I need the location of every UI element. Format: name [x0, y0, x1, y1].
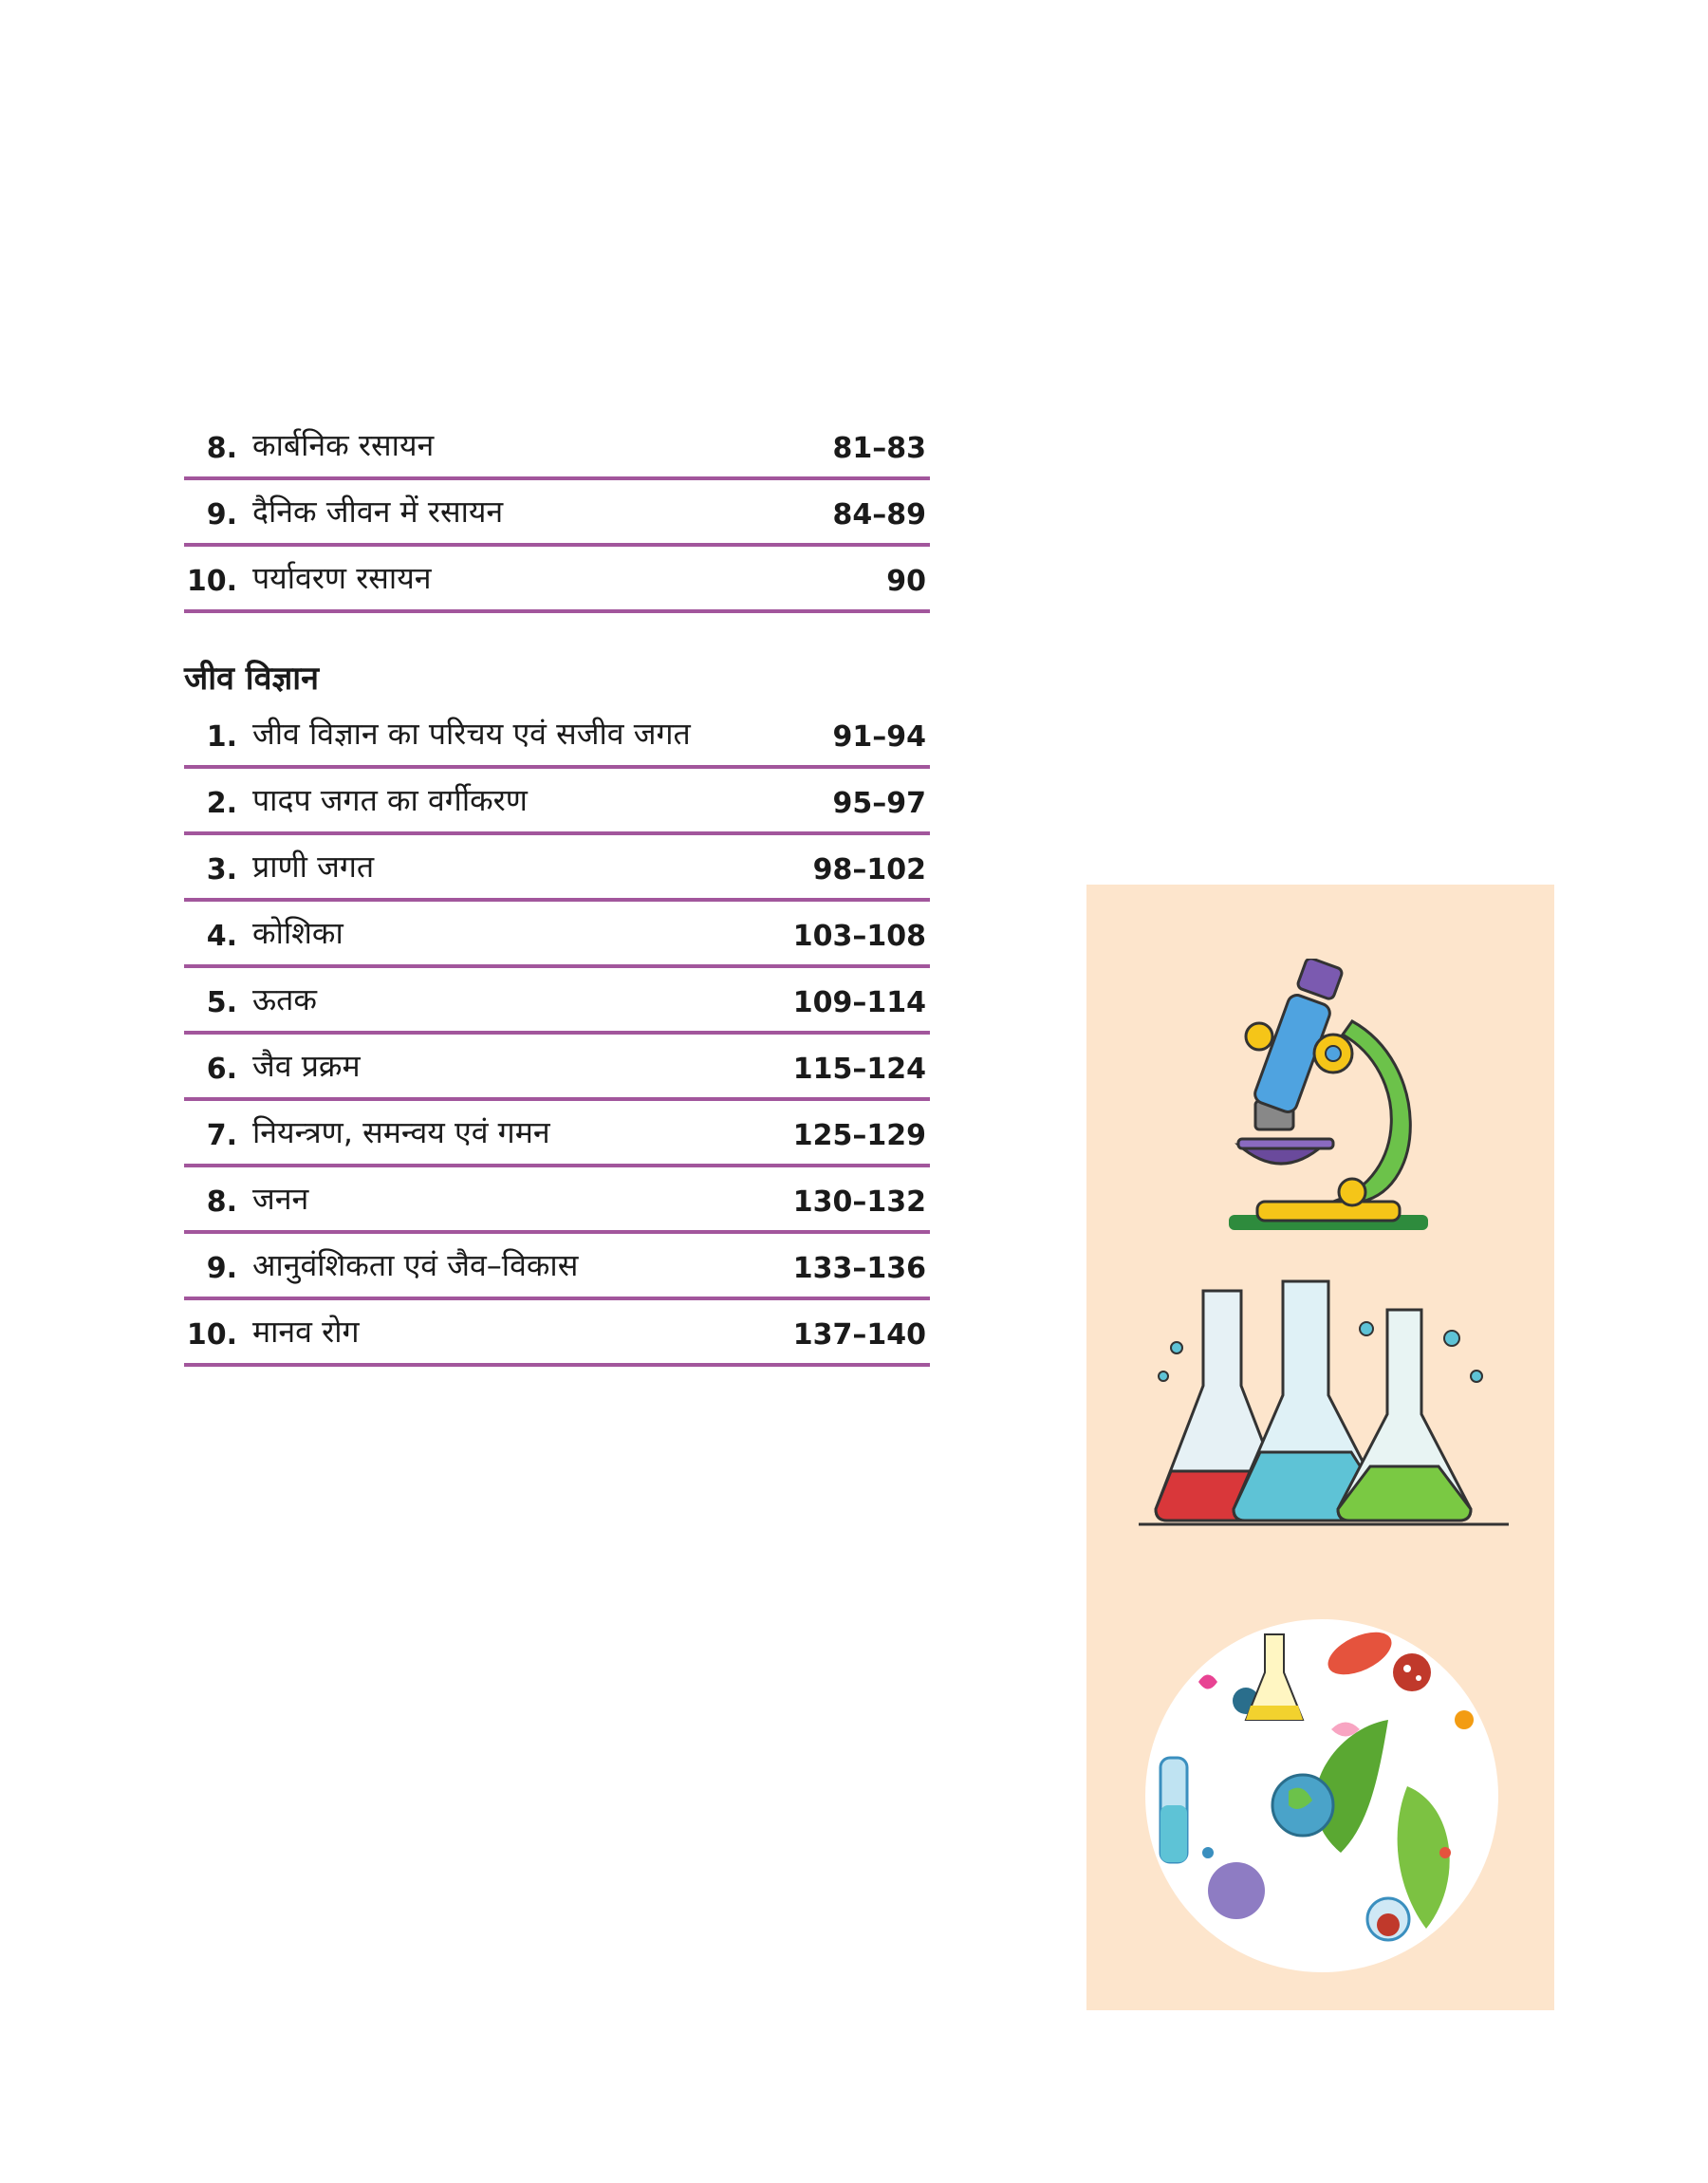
toc-entry-pages: 91–94: [832, 720, 926, 754]
lab-flasks-illustration: [1139, 1272, 1509, 1538]
toc-entry-title: कोशिका: [252, 915, 343, 951]
toc-entry-number: 3.: [206, 853, 237, 886]
toc-biology-list: [184, 702, 930, 1367]
toc-entry-title: पादप जगत का वर्गीकरण: [252, 782, 528, 818]
toc-entry-pages: 133–136: [792, 1252, 926, 1285]
toc-entry[interactable]: [184, 480, 930, 547]
toc-entry-pages: 84–89: [832, 498, 926, 532]
toc-entry[interactable]: [184, 1167, 930, 1234]
toc-entry[interactable]: [184, 902, 930, 968]
toc-entry-title: जैव प्रक्रम: [252, 1048, 361, 1084]
toc-entry[interactable]: [184, 547, 930, 613]
biology-collage-illustration: [1142, 1615, 1502, 1976]
toc-entry-pages: 130–132: [792, 1185, 926, 1219]
toc-entry-number: 8.: [206, 1185, 237, 1219]
toc-entry-number: 9.: [206, 1252, 237, 1285]
toc-entry-number: 10.: [186, 565, 237, 598]
illustration-panel: [1086, 885, 1554, 2010]
microscope-illustration: [1219, 959, 1438, 1243]
toc-entry-number: 5.: [206, 986, 237, 1019]
toc-entry[interactable]: [184, 1101, 930, 1167]
toc-entry-title: जनन: [252, 1181, 309, 1217]
toc-entry-pages: 125–129: [792, 1119, 926, 1152]
section-heading-biology: जीव विज्ञान: [184, 660, 319, 698]
toc-entry-number: 2.: [206, 787, 237, 820]
toc-entry[interactable]: [184, 1234, 930, 1300]
toc-entry-number: 4.: [206, 920, 237, 953]
toc-entry-title: ऊतक: [252, 981, 317, 1017]
toc-entry-pages: 115–124: [792, 1053, 926, 1086]
toc-entry-title: आनुवंशिकता एवं जैव–विकास: [252, 1247, 579, 1283]
toc-entry[interactable]: [184, 414, 930, 480]
toc-entry[interactable]: [184, 769, 930, 835]
toc-entry[interactable]: [184, 968, 930, 1035]
toc-chemistry-list: [184, 414, 930, 613]
toc-entry[interactable]: [184, 1300, 930, 1367]
toc-entry-number: 10.: [186, 1318, 237, 1352]
toc-entry-title: नियन्त्रण, समन्वय एवं गमन: [252, 1114, 550, 1150]
toc-entry-number: 1.: [206, 720, 237, 754]
toc-entry[interactable]: [184, 1035, 930, 1101]
toc-entry[interactable]: [184, 835, 930, 902]
toc-entry-title: जीव विज्ञान का परिचय एवं सजीव जगत: [252, 716, 691, 752]
toc-entry-number: 6.: [206, 1053, 237, 1086]
toc-entry-title: कार्बनिक रसायन: [252, 427, 435, 463]
toc-entry-pages: 95–97: [832, 787, 926, 820]
toc-entry-pages: 137–140: [792, 1318, 926, 1352]
toc-entry-pages: 98–102: [812, 853, 926, 886]
toc-entry-pages: 81–83: [832, 432, 926, 465]
toc-entry-title: पर्यावरण रसायन: [252, 560, 432, 596]
toc-entry-number: 7.: [206, 1119, 237, 1152]
toc-entry-pages: 103–108: [792, 920, 926, 953]
toc-entry-number: 8.: [206, 432, 237, 465]
toc-entry-title: प्राणी जगत: [252, 849, 375, 885]
toc-entry-pages: 109–114: [792, 986, 926, 1019]
toc-entry[interactable]: [184, 702, 930, 769]
toc-entry-number: 9.: [206, 498, 237, 532]
toc-entry-pages: 90: [886, 565, 926, 598]
toc-entry-title: दैनिक जीवन में रसायन: [252, 494, 504, 530]
toc-entry-title: मानव रोग: [252, 1314, 360, 1350]
